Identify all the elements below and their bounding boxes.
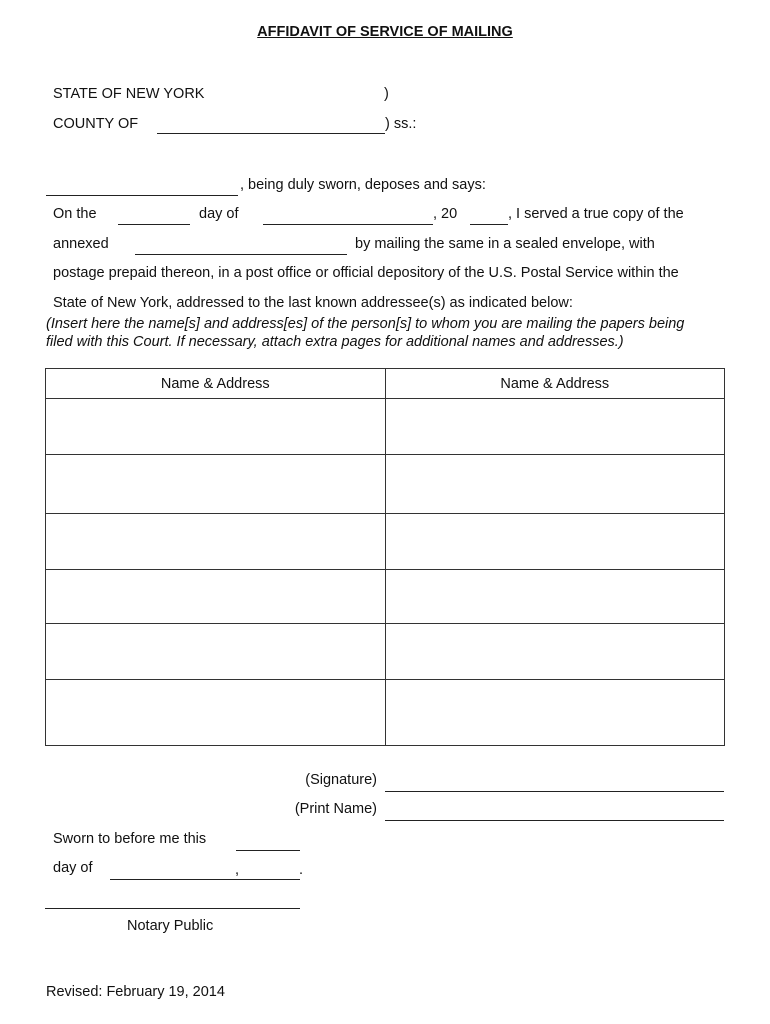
print-name-label: (Print Name) <box>294 801 377 817</box>
sworn-day-line[interactable] <box>236 850 300 851</box>
venue-paren: ) <box>384 86 389 102</box>
address-cell[interactable] <box>46 570 386 624</box>
year-line[interactable] <box>470 224 508 225</box>
on-the-label: On the <box>53 206 97 222</box>
by-mailing-text: by mailing the same in a sealed envelope, with <box>355 236 655 252</box>
table-row <box>46 514 725 570</box>
instruction-line-1: (Insert here the name[s] and address[es] of the person[s] to whom you are mailing the papers being <box>46 316 685 332</box>
state-addressed-text: State of New York, addressed to the last known addressee(s) as indicated below: <box>53 295 573 311</box>
notary-public-label: Notary Public <box>127 918 214 934</box>
notary-signature-line[interactable] <box>45 908 300 909</box>
sworn-month-year-line[interactable] <box>110 879 300 880</box>
address-cell[interactable] <box>385 514 725 570</box>
document-name-line[interactable] <box>135 254 347 255</box>
state-label: STATE OF NEW YORK <box>53 86 205 102</box>
address-cell[interactable] <box>385 570 725 624</box>
year-prefix: , 20 <box>433 206 458 222</box>
signature-line[interactable] <box>385 791 724 792</box>
annexed-label: annexed <box>53 236 109 252</box>
table-row <box>46 680 725 746</box>
address-cell[interactable] <box>46 514 386 570</box>
day-number-line[interactable] <box>118 224 190 225</box>
notary-comma: , <box>235 862 240 878</box>
table-header-row <box>46 369 725 399</box>
address-cell[interactable] <box>385 399 725 455</box>
address-cell[interactable] <box>46 455 386 514</box>
month-line[interactable] <box>263 224 433 225</box>
revised-date: Revised: February 19, 2014 <box>46 984 225 1000</box>
sworn-statement: , being duly sworn, deposes and says: <box>240 177 486 193</box>
address-cell[interactable] <box>385 455 725 514</box>
header-name-address-right: Name & Address <box>385 369 725 399</box>
table-row <box>46 624 725 680</box>
sworn-before-label: Sworn to before me this <box>53 831 207 847</box>
address-cell[interactable] <box>385 624 725 680</box>
form-title: AFFIDAVIT OF SERVICE OF MAILING <box>257 24 513 40</box>
notary-period: . <box>299 862 304 878</box>
postage-text: postage prepaid thereon, in a post office or official depository of the U.S. Postal Service within the <box>53 265 679 281</box>
table-row <box>46 570 725 624</box>
county-blank-line[interactable] <box>157 133 385 134</box>
deponent-name-line[interactable] <box>46 195 238 196</box>
address-cell[interactable] <box>385 680 725 746</box>
instruction-line-2: filed with this Court. If necessary, attach extra pages for additional names and addresses.) <box>46 334 624 350</box>
address-cell[interactable] <box>46 624 386 680</box>
table-row <box>46 455 725 514</box>
signature-label: (Signature) <box>305 772 377 788</box>
county-label: COUNTY OF <box>53 116 139 132</box>
address-cell[interactable] <box>46 680 386 746</box>
served-text: , I served a true copy of the <box>508 206 684 222</box>
print-name-line[interactable] <box>385 820 724 821</box>
notary-day-of-label: day of <box>53 860 93 876</box>
day-of-label: day of <box>199 206 239 222</box>
header-name-address-left: Name & Address <box>46 369 386 399</box>
ss-label: ) ss.: <box>385 116 417 132</box>
address-table <box>45 368 725 746</box>
table-row <box>46 399 725 455</box>
address-cell[interactable] <box>46 399 386 455</box>
